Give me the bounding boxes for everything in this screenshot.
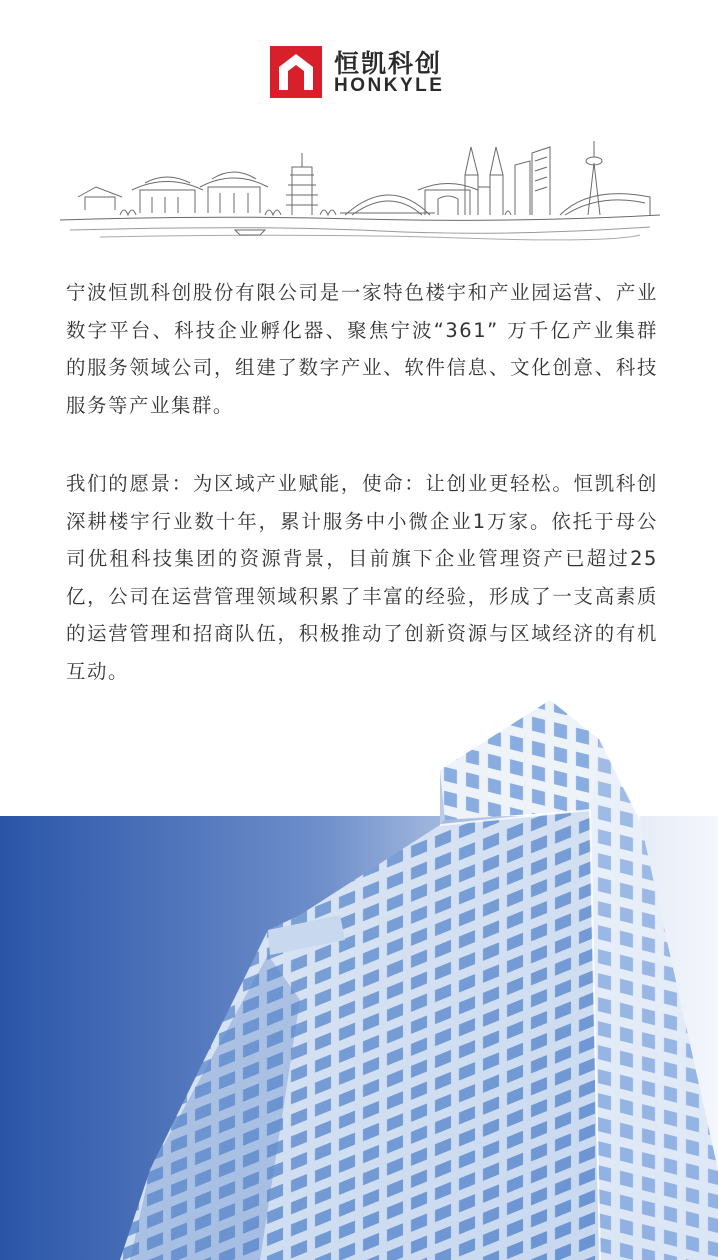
brand-name-cn: 恒凯科创 bbox=[334, 49, 443, 78]
city-skyline-sketch bbox=[60, 135, 660, 245]
brand-name-en: HONKYLE bbox=[334, 75, 445, 96]
brand-logo bbox=[270, 44, 460, 100]
intro-text-1: 宁波恒凯科创股份有限公司是一家特色楼宇和产业园运营、产业数字平台、科技企业孵化器、聚焦宁波“361” 万千亿产业集群的服务领域公司，组建了数字产业、软件信息、文化创意、科技服务等产业集群。 bbox=[66, 281, 658, 417]
house-icon bbox=[270, 46, 322, 98]
glass-skyscraper-photo bbox=[0, 700, 718, 1260]
intro-paragraph-2 bbox=[66, 465, 658, 690]
intro-paragraph-1 bbox=[66, 274, 658, 424]
intro-text-2: 我们的愿景：为区域产业赋能，使命：让创业更轻松。恒凯科创深耕楼宇行业数十年，累计服务中小微企业1万家。依托于母公司优租科技集团的资源背景，目前旗下企业管理资产已超过25亿，公司在运营管理领域积累了丰富的经验，形成了一支高素质的运营管理和招商队伍，积极推动了创新资源与区域经济的有机互动。 bbox=[66, 472, 658, 683]
